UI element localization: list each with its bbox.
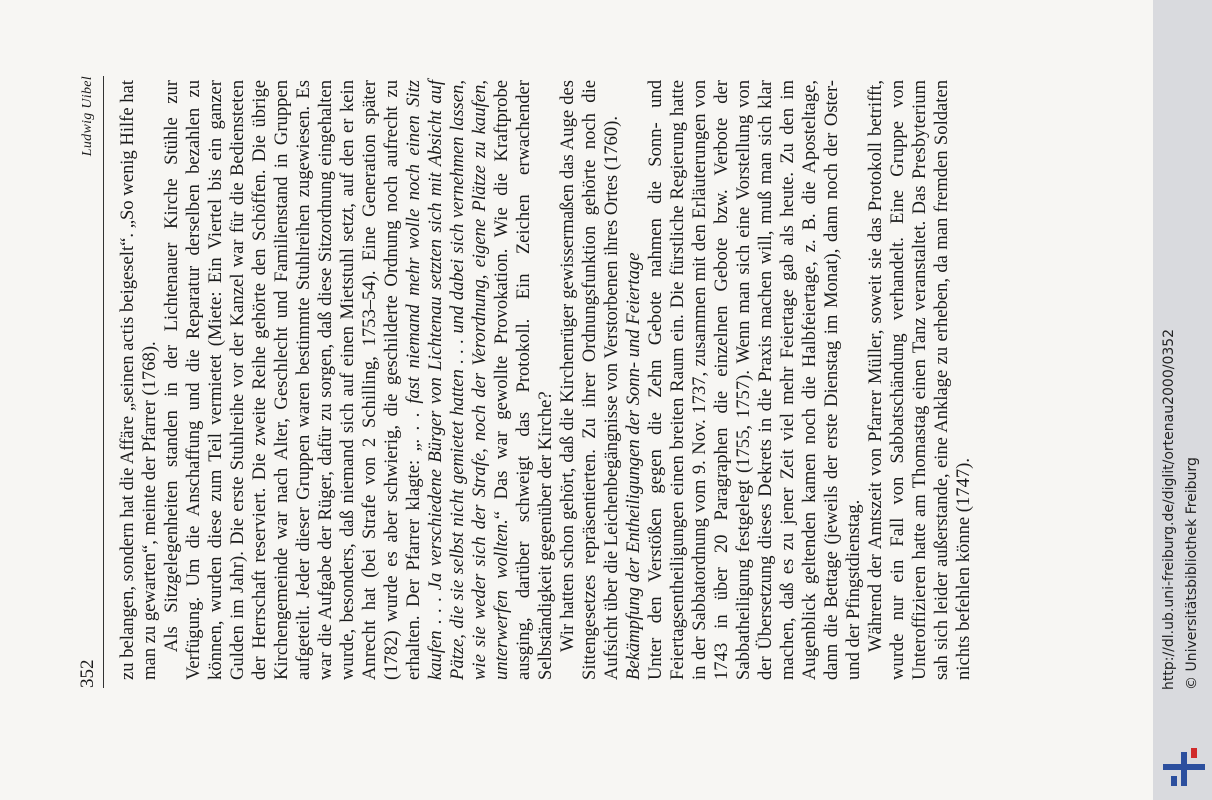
paragraph-2: [161, 80, 557, 680]
paragraph-2-end: “ Das war gewollte Provokation. Wie die Kraftprobe ausging, darüber schweigt das Protokoll. Ein Zeichen erwachender Selbständigkeit gegenüber der Kirche?: [491, 80, 556, 680]
page-number: 352: [77, 659, 98, 688]
paragraph-4: Unter den Verstößen gegen die Zehn Gebote nahmen die Sonn- und Feiertagsentheiligungen einen breiten Raum ein. Die fürstliche Regierung hatte in der Sabbatordnung vom 9. Nov. 1737, zusammen mit den Erläuterungen von 1743 in über 20 Paragraphen die einzelnen Gebote bzw. Verbote der Sabbatheiligung festgelegt (1755, 1757). Wenn man sich eine Vorstellung von der Übersetzung dieses Dekrets in die Praxis machen will, muß man sich klar machen, daß es zu jener Zeit viel mehr Feiertage gab als heute. Zu den im Augenblick geltenden kamen noch die Halbfeiertage, z. B. die Aposteltage, dann die Bettage (jeweils der erste Dienstag im Monat), dann noch der Oster- und der Pfingstdienstag.: [645, 80, 864, 680]
library-info-strip: [1153, 0, 1212, 800]
paragraph-3: Wir hatten schon gehört, daß die Kirchenrüger gewissermaßen das Auge des Sittengesetzes repräsentierten. Zu ihrer Ordnungsfunktion gehörte noch die Aufsicht über die Leichenbegängnisse von Verstorbenen ihres Ortes (1760).: [557, 80, 622, 680]
paragraph-2-start: Als Sitzgelegenheiten standen in der Lichtenauer Kirche Stühle zur Verfügung. Um die Anschaffung und die Reparatur derselben bezahlen zu können, wurden diese zum Teil vermietet (Miete: Ein Viertel bis ein ganzer Gulden im Jahr). Die erste Stuhlreihe vor der Kanzel war für die Bediensteten der Herrschaft reserviert. Die zweite Reihe gehörte den Schöffen. Die übrige Kirchengemeinde war nach Alter, Geschlecht und Familienstand in Gruppen aufgeteilt. Jeder dieser Gruppen waren bestimmte Stuhlreihen zugewiesen. Es war die Aufgabe der Rüger, dafür zu sorgen, daß diese Sitzordnung eingehalten wurde, besonders, daß niemand sich auf einen Mietstuhl setzt, auf den er kein Anrecht hat (bei Strafe von 2 Schilling, 1753–54). Eine Generation später (1782) wurde es aber schwierig, die geschilderte Ordnung noch aufrecht zu erhalten. Der Pfarrer klagte: „: [161, 80, 424, 680]
paragraph-5: Während der Amtszeit von Pfarrer Müller, soweit sie das Protokoll betrifft, wurde nur ein Fall von Sabbatschändung verhandelt. Eine Gruppe von Unteroffizieren hatte am Thomastag einen Tanz veranstaltet. Das Presbyterium sah sich leider außerstande, eine Anklage zu erheben, da man fremden Soldaten nichts befehlen könne (1747).: [865, 80, 974, 680]
section-heading: Bekämpfung der Entheiligungen der Sonn- und Feiertage: [623, 252, 644, 680]
body-text: [117, 80, 975, 680]
running-header: [77, 76, 104, 688]
library-info-rotated: [1153, 0, 1212, 720]
paragraph-1: zu belangen, sondern hat die Affäre „seinen actis beigeselt“. „So wenig Hilfe hat man zu gewarten“, meinte der Pfarrer (1768).: [117, 80, 160, 680]
source-url-link[interactable]: http://dl.ub.uni-freiburg.de/diglit/ortenau2000/0352: [1161, 328, 1177, 690]
copyright-notice: © Universitätsbibliothek Freiburg: [1184, 457, 1200, 690]
quote-italic: . . . fast niemand mehr wolle noch einen Sitz kaufen . . . Ja verschiedene Bürger von Lichtenau setzten sich mit Absicht auf Pätze, die sie selbst nicht gemietet hatten . . . und dabei sich vernehmen lassen, wie sie weder sich der Strafe, noch der Verordnung, eigene Plätze zu kaufen, unterwerfen wollten.: [403, 80, 512, 680]
ub-freiburg-logo-icon: [1163, 748, 1205, 790]
running-head-author: Ludwig Uibel: [80, 76, 95, 157]
